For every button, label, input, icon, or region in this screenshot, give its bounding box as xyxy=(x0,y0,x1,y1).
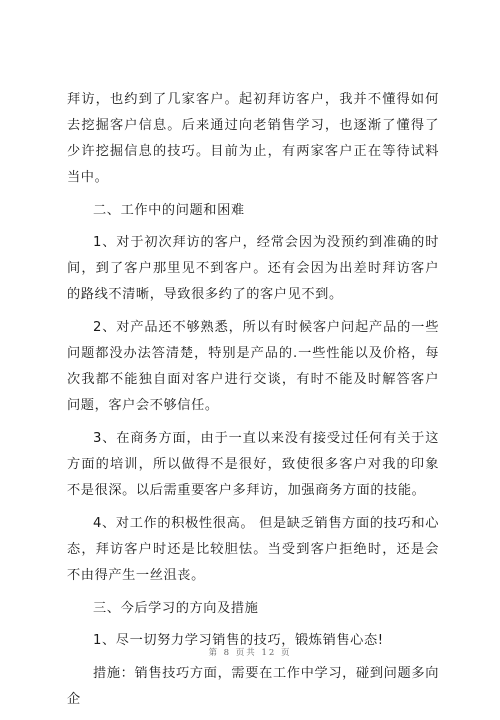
paragraph-problem-4: 4、对工作的积极性很高。 但是缺乏销售方面的技巧和心态，拜访客户时还是比较胆怯。当受到客户拒绝时，还是会不由得产生一丝沮丧。 xyxy=(67,516,439,583)
document-body xyxy=(67,87,439,720)
paragraph-problem-2: 2、对产品还不够熟悉，所以有时候客户问起产品的一些问题都没办法答清楚，特别是产品的.一些性能以及价格，每次我都不能独自面对客户进行交谈，有时不能及时解答客户问题，客户会不够信任。 xyxy=(67,320,439,413)
paragraph-measure: 措施：销售技巧方面，需要在工作中学习，碰到问题多向企 xyxy=(67,666,439,707)
paragraph-plan-1: 1、尽一切努力学习销售的技巧，锻炼销售心态! xyxy=(93,633,384,648)
section-heading-problems: 二、工作中的问题和困难 xyxy=(93,203,245,218)
paragraph-continuation: 拜访，也约到了几家客户。起初拜访客户，我并不懂得如何去挖掘客户信息。后来通过向老销售学习，也逐渐了懂得了少许挖掘信息的技巧。目前为止，有两家客户正在等待试料当中。 xyxy=(67,92,439,185)
section-heading-plans: 三、今后学习的方向及措施 xyxy=(93,601,259,616)
paragraph-problem-3: 3、在商务方面，由于一直以来没有接受过任何有关于这方面的培训，所以做得不是很好，致使很多客户对我的印象不是很深。以后需重要客户多拜访，加强商务方面的技能。 xyxy=(67,431,439,498)
page-number-footer: 第 8 页共 12 页 xyxy=(208,648,292,658)
paragraph-problem-1: 1、对于初次拜访的客户，经常会因为没预约到准确的时间，到了客户那里见不到客户。还有会因为出差时拜访客户的路线不清晰，导致很多约了的客户见不到。 xyxy=(67,235,439,302)
